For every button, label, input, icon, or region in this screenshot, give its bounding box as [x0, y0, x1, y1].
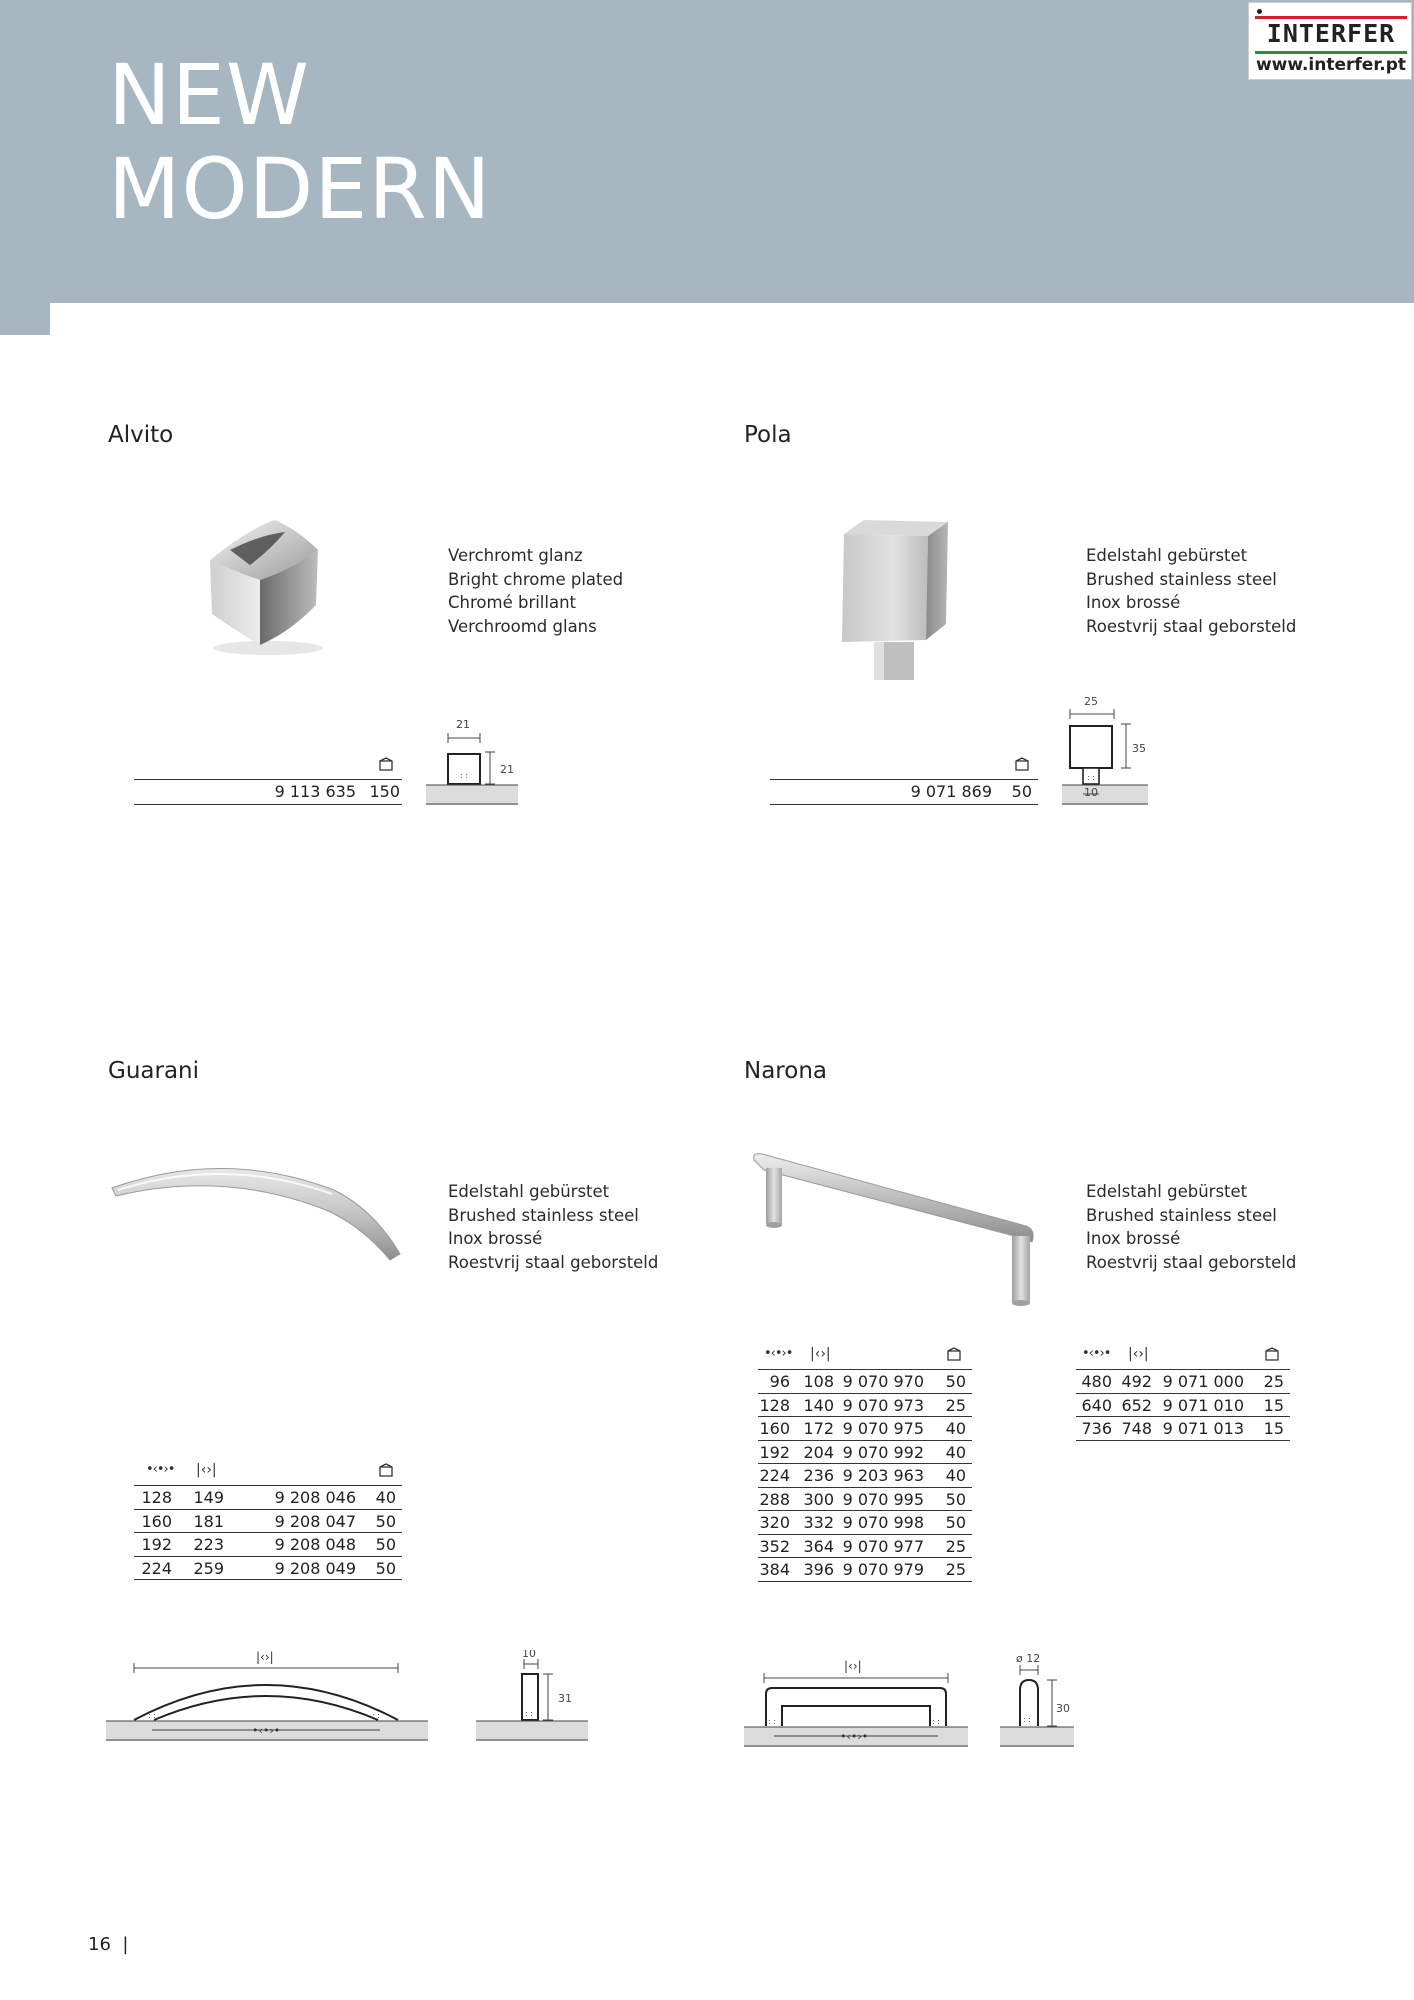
svg-text:•‹•›•: •‹•›• [252, 1724, 281, 1737]
logo-dot [1257, 9, 1262, 14]
table-header-rule [134, 1485, 402, 1486]
pack-quantity: 25 [1263, 1372, 1284, 1391]
table-row-rule [758, 1581, 972, 1582]
hole-distance: 160 [759, 1419, 790, 1438]
pack-quantity: 40 [375, 1488, 396, 1507]
hole-distance-icon: •‹•›• [146, 1462, 175, 1477]
length-icon: |‹›| [1128, 1346, 1149, 1362]
article-number: 9 070 977 [842, 1536, 924, 1556]
table-row-rule [770, 804, 1038, 805]
package-icon [1264, 1346, 1280, 1362]
finish-line: Brushed stainless steel [448, 1205, 639, 1225]
table-row-rule [134, 1532, 402, 1533]
svg-text:•‹•›•: •‹•›• [840, 1730, 869, 1743]
article-number: 9 070 970 [842, 1372, 924, 1391]
pack-quantity: 40 [945, 1466, 966, 1485]
article-number: 9 203 963 [842, 1466, 924, 1485]
pack-quantity: 50 [945, 1372, 966, 1391]
article-number: 9 208 048 [274, 1535, 356, 1554]
hole-distance: 480 [1081, 1372, 1112, 1391]
narona-profile-drawing [998, 1652, 1098, 1758]
finish-line: Verchroomd glans [448, 616, 597, 636]
article-number: 9 208 047 [274, 1511, 356, 1531]
hole-distance: 384 [759, 1560, 790, 1579]
article-number: 9 113 635 [274, 782, 356, 801]
finish-line: Inox brossé [1086, 593, 1181, 612]
pack-quantity: 15 [1263, 1419, 1284, 1438]
article-number: 9 070 998 [842, 1513, 924, 1532]
finish-line: Roestvrij staal geborsteld [1086, 1252, 1297, 1272]
alvito-knob-photo [190, 510, 340, 660]
svg-text:: :: : : [148, 1711, 156, 1720]
alvito-dimension-drawing [424, 710, 524, 806]
title-line-2: MODERN [108, 140, 492, 238]
overall-length: 172 [803, 1419, 834, 1438]
overall-length: 236 [803, 1466, 834, 1485]
pack-quantity: 25 [945, 1560, 966, 1579]
pack-quantity: 40 [945, 1442, 966, 1462]
hole-distance: 192 [141, 1535, 172, 1554]
logo-green-bar [1255, 51, 1407, 54]
overall-length: 332 [803, 1513, 834, 1532]
overall-length: 108 [803, 1372, 834, 1391]
narona-dimension-drawing [742, 1650, 972, 1758]
narona-finish [1086, 1180, 1296, 1274]
svg-text:: :: : : [372, 1711, 380, 1720]
article-number: 9 208 049 [274, 1558, 356, 1578]
article-number: 9 071 010 [1162, 1395, 1244, 1415]
overall-length: 149 [193, 1488, 224, 1507]
svg-text:: :: : : [1087, 773, 1095, 782]
pack-quantity: 50 [945, 1489, 966, 1509]
svg-text:: :: : : [932, 1717, 940, 1726]
hole-distance-icon: •‹•›• [1082, 1346, 1111, 1361]
table-row-rule [758, 1534, 972, 1535]
dim-base-label: 10 [1084, 786, 1098, 799]
title-line-1: NEW [108, 46, 310, 144]
finish-line: Chromé brillant [448, 593, 577, 612]
page-number: 16 | [88, 1934, 129, 1955]
svg-text:: :: : : [525, 1709, 533, 1718]
table-row-rule [758, 1487, 972, 1488]
alvito-finish [448, 544, 623, 638]
article-number: 9 070 973 [842, 1395, 924, 1415]
finish-line: Roestvrij staal geborsteld [448, 1252, 659, 1272]
dim-height-label: 35 [1132, 742, 1146, 755]
table-row-rule [1076, 1416, 1290, 1417]
package-icon [946, 1346, 962, 1362]
pack-quantity: 50 [375, 1511, 396, 1531]
overall-length: 181 [193, 1511, 224, 1531]
table-row-rule [758, 1416, 972, 1417]
pack-quantity: 50 [375, 1558, 396, 1578]
hole-distance: 224 [141, 1558, 172, 1578]
product-name-guarani: Guarani [108, 1058, 200, 1084]
finish-line: Brushed stainless steel [1086, 569, 1277, 589]
dim-width-label: 10 [522, 1650, 536, 1660]
pola-finish [1086, 544, 1296, 638]
logo-url: www.interfer.pt [1255, 55, 1407, 75]
dim-width-label: 25 [1084, 695, 1098, 708]
article-number: 9 071 000 [1162, 1372, 1244, 1391]
hole-distance: 320 [759, 1513, 790, 1532]
article-number: 9 071 869 [910, 782, 992, 801]
overall-length: 364 [803, 1536, 834, 1556]
hole-distance: 128 [759, 1395, 790, 1415]
table-row-rule [758, 1393, 972, 1394]
table-row-rule [134, 804, 402, 805]
header-accent-strip [0, 303, 50, 335]
page-number-value: 16 [88, 1934, 111, 1955]
product-name-narona: Narona [744, 1058, 827, 1084]
finish-line: Inox brossé [448, 1229, 543, 1248]
article-number: 9 208 046 [274, 1488, 356, 1507]
pack-quantity: 25 [945, 1536, 966, 1556]
pack-quantity: 50 [1011, 782, 1032, 801]
finish-line: Bright chrome plated [448, 569, 624, 589]
pack-quantity: 25 [945, 1395, 966, 1415]
hole-distance: 192 [759, 1442, 790, 1462]
finish-line: Brushed stainless steel [1086, 1205, 1277, 1225]
package-icon [378, 756, 394, 772]
package-icon [378, 1462, 394, 1478]
table-row-rule [758, 1557, 972, 1558]
table-header-rule [770, 779, 1038, 780]
hole-distance: 160 [141, 1511, 172, 1531]
overall-length: 300 [803, 1489, 834, 1509]
article-number: 9 070 979 [842, 1560, 924, 1579]
overall-length: 223 [193, 1535, 224, 1554]
page-title [108, 48, 492, 236]
article-number: 9 070 995 [842, 1489, 924, 1509]
table-row-rule [758, 1463, 972, 1464]
svg-text:: :: : : [460, 771, 468, 780]
logo-brand: INTERFER [1266, 19, 1396, 48]
pack-quantity: 150 [369, 782, 400, 801]
table-header-rule [1076, 1369, 1290, 1370]
dim-diameter-label: ø 12 [1016, 1652, 1041, 1665]
overall-length: 204 [803, 1442, 834, 1462]
product-name-pola: Pola [744, 422, 792, 448]
finish-line: Edelstahl gebürstet [1086, 1182, 1248, 1201]
pack-quantity: 15 [1263, 1395, 1284, 1415]
dim-height-label: 31 [558, 1692, 572, 1705]
overall-length: 748 [1121, 1419, 1152, 1438]
table-row-rule [1076, 1440, 1290, 1441]
package-icon [1014, 756, 1030, 772]
hole-distance: 640 [1081, 1395, 1112, 1415]
table-row-rule [134, 1579, 402, 1580]
hole-distance: 96 [769, 1372, 790, 1391]
finish-line: Edelstahl gebürstet [448, 1182, 610, 1201]
overall-length: 140 [803, 1395, 834, 1415]
article-number: 9 070 975 [842, 1419, 924, 1438]
hole-distance: 352 [759, 1536, 790, 1556]
length-icon: |‹›| [810, 1346, 831, 1362]
overall-length: 259 [193, 1558, 224, 1578]
table-header-rule [758, 1369, 972, 1370]
pola-knob-photo [830, 512, 960, 687]
hole-distance: 736 [1081, 1419, 1112, 1438]
dim-width-label: 21 [456, 718, 470, 731]
guarani-finish [448, 1180, 658, 1274]
table-row-rule [758, 1510, 972, 1511]
table-row-rule [134, 1556, 402, 1557]
header-notch [50, 303, 1414, 335]
overall-length: 396 [803, 1560, 834, 1579]
dim-height-label: 30 [1056, 1702, 1070, 1715]
table-row-rule [758, 1440, 972, 1441]
hole-distance: 224 [759, 1466, 790, 1485]
pack-quantity: 40 [945, 1419, 966, 1438]
table-header-rule [134, 779, 402, 780]
pack-quantity: 50 [945, 1513, 966, 1532]
finish-line: Roestvrij staal geborsteld [1086, 616, 1297, 636]
svg-text:: :: : : [1023, 1715, 1031, 1724]
product-name-alvito: Alvito [108, 422, 174, 448]
guarani-handle-photo [104, 1150, 404, 1270]
table-row-rule [1076, 1393, 1290, 1394]
dim-height-label: 21 [500, 763, 514, 776]
svg-text:: :: : : [768, 1717, 776, 1726]
finish-line: Edelstahl gebürstet [1086, 546, 1248, 565]
interfer-logo[interactable] [1248, 2, 1412, 80]
finish-line: Inox brossé [1086, 1229, 1181, 1248]
table-row-rule [134, 1509, 402, 1510]
svg-text:|‹›|: |‹›| [844, 1659, 862, 1673]
length-icon: |‹›| [196, 1462, 217, 1478]
article-number: 9 070 992 [842, 1442, 924, 1462]
hole-distance-icon: •‹•›• [764, 1346, 793, 1361]
narona-handle-photo [744, 1150, 1044, 1310]
finish-line: Verchromt glanz [448, 546, 583, 565]
overall-length: 492 [1121, 1372, 1152, 1391]
hole-distance: 288 [759, 1489, 790, 1509]
guarani-profile-drawing [474, 1650, 594, 1756]
article-number: 9 071 013 [1162, 1419, 1244, 1438]
pack-quantity: 50 [375, 1535, 396, 1554]
pola-dimension-drawing [1060, 694, 1160, 806]
guarani-dimension-drawing [104, 1644, 434, 1756]
svg-text:|‹›|: |‹›| [256, 1650, 274, 1664]
hole-distance: 128 [141, 1488, 172, 1507]
overall-length: 652 [1121, 1395, 1152, 1415]
